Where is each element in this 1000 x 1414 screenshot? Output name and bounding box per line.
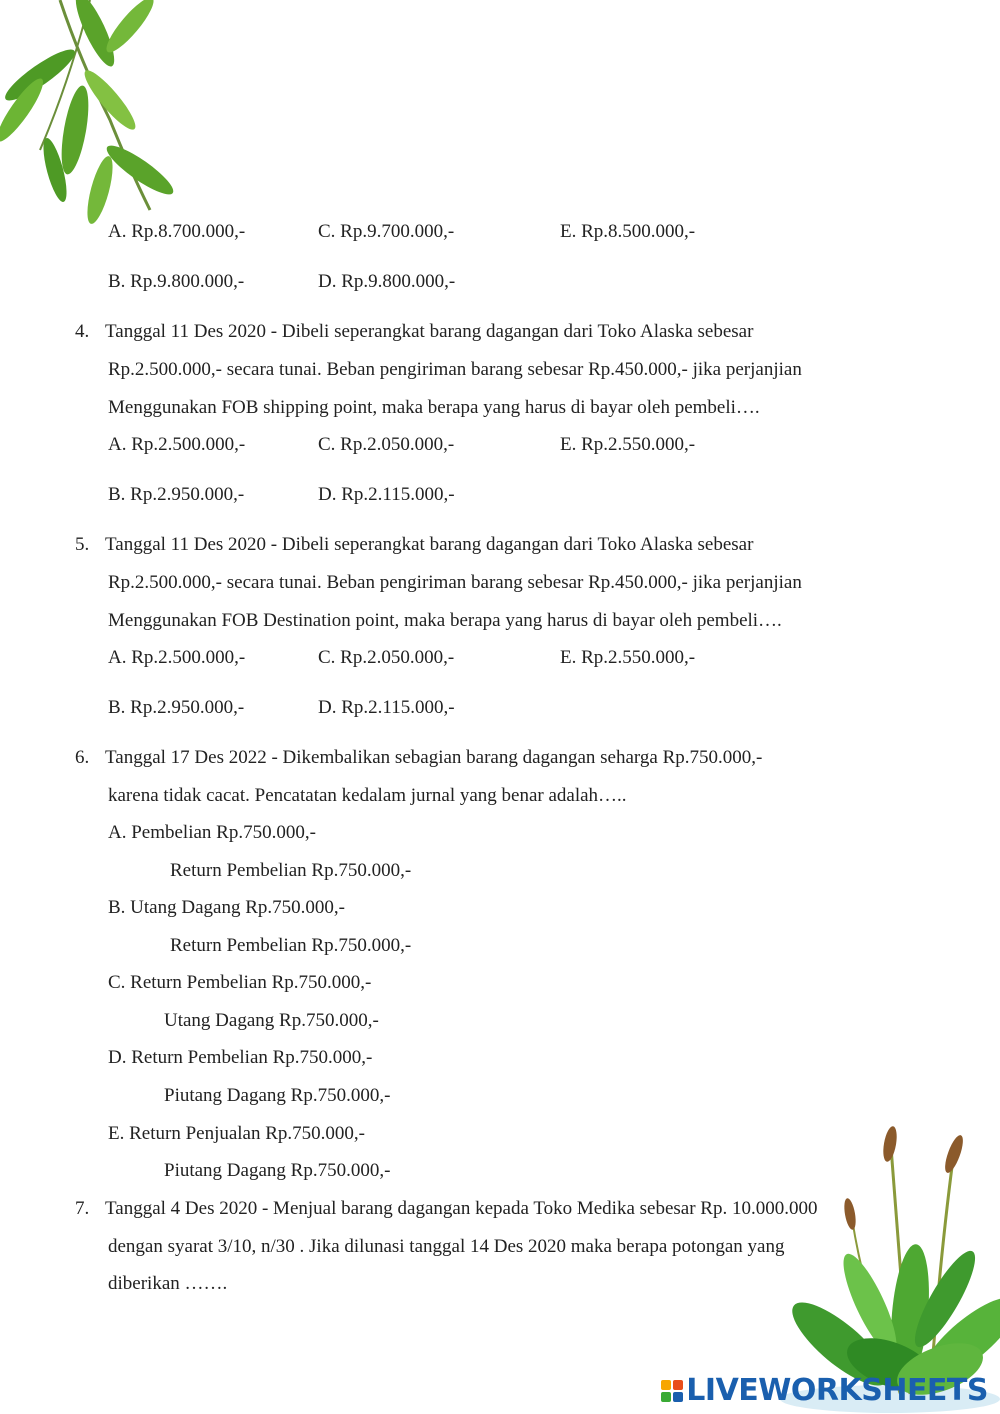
q3-option-e[interactable]: E. Rp.8.500.000,- (560, 221, 696, 242)
q5-text-line3: Menggunakan FOB Destination point, maka berapa yang harus di bayar oleh pembeli…. (108, 610, 782, 631)
q7-text-line1: Tanggal 4 Des 2020 - Menjual barang dagangan kepada Toko Medika sebesar Rp. 10.000.000 (105, 1198, 818, 1219)
q4-number: 4. (75, 321, 90, 342)
q4-text-line2: Rp.2.500.000,- secara tunai. Beban pengiriman barang sebesar Rp.450.000,- jika perjanjian (108, 359, 802, 380)
q7-number: 7. (75, 1198, 90, 1219)
q3-option-a[interactable]: A. Rp.8.700.000,- (108, 221, 246, 242)
q6-option-d-debit[interactable]: D. Return Pembelian Rp.750.000,- (108, 1047, 373, 1068)
q5-number: 5. (75, 534, 90, 555)
bamboo-leaves-decoration (0, 0, 190, 230)
liveworksheets-logo-icon (661, 1380, 683, 1402)
q6-number: 6. (75, 747, 90, 768)
q4-option-d[interactable]: D. Rp.2.115.000,- (318, 484, 455, 505)
q4-text-line1: Tanggal 11 Des 2020 - Dibeli seperangkat barang dagangan dari Toko Alaska sebesar (105, 321, 754, 342)
q6-option-e-debit[interactable]: E. Return Penjualan Rp.750.000,- (108, 1123, 365, 1144)
q4-option-a[interactable]: A. Rp.2.500.000,- (108, 434, 246, 455)
q6-option-d-credit: Piutang Dagang Rp.750.000,- (164, 1085, 391, 1106)
q7-text-line2: dengan syarat 3/10, n/30 . Jika dilunasi tanggal 14 Des 2020 maka berapa potongan yang (108, 1236, 785, 1257)
q5-option-b[interactable]: B. Rp.2.950.000,- (108, 697, 245, 718)
q6-option-a-credit: Return Pembelian Rp.750.000,- (170, 860, 412, 881)
q6-option-c-credit: Utang Dagang Rp.750.000,- (164, 1010, 379, 1031)
q4-option-b[interactable]: B. Rp.2.950.000,- (108, 484, 245, 505)
q3-option-b[interactable]: B. Rp.9.800.000,- (108, 271, 245, 292)
q7-text-line3: diberikan ……. (108, 1273, 228, 1294)
q6-option-a-debit[interactable]: A. Pembelian Rp.750.000,- (108, 822, 316, 843)
q5-option-a[interactable]: A. Rp.2.500.000,- (108, 647, 246, 668)
q6-text-line1: Tanggal 17 Des 2022 - Dikembalikan sebagian barang dagangan seharga Rp.750.000,- (105, 747, 763, 768)
q6-option-c-debit[interactable]: C. Return Pembelian Rp.750.000,- (108, 972, 372, 993)
q3-option-d[interactable]: D. Rp.9.800.000,- (318, 271, 456, 292)
liveworksheets-logo-text: LIVEWORKSHEETS (686, 1373, 988, 1408)
q5-text-line1: Tanggal 11 Des 2020 - Dibeli seperangkat barang dagangan dari Toko Alaska sebesar (105, 534, 754, 555)
q4-option-c[interactable]: C. Rp.2.050.000,- (318, 434, 455, 455)
q4-option-e[interactable]: E. Rp.2.550.000,- (560, 434, 696, 455)
q5-option-d[interactable]: D. Rp.2.115.000,- (318, 697, 455, 718)
q3-option-c[interactable]: C. Rp.9.700.000,- (318, 221, 455, 242)
plant-decoration (740, 1114, 1000, 1414)
q6-option-b-debit[interactable]: B. Utang Dagang Rp.750.000,- (108, 897, 345, 918)
q6-option-b-credit: Return Pembelian Rp.750.000,- (170, 935, 412, 956)
q4-text-line3: Menggunakan FOB shipping point, maka berapa yang harus di bayar oleh pembeli…. (108, 397, 760, 418)
q5-option-c[interactable]: C. Rp.2.050.000,- (318, 647, 455, 668)
q6-option-e-credit: Piutang Dagang Rp.750.000,- (164, 1160, 391, 1181)
q6-text-line2: karena tidak cacat. Pencatatan kedalam jurnal yang benar adalah….. (108, 785, 627, 806)
liveworksheets-logo (661, 1373, 988, 1408)
q5-text-line2: Rp.2.500.000,- secara tunai. Beban pengiriman barang sebesar Rp.450.000,- jika perjanjian (108, 572, 802, 593)
q5-option-e[interactable]: E. Rp.2.550.000,- (560, 647, 696, 668)
